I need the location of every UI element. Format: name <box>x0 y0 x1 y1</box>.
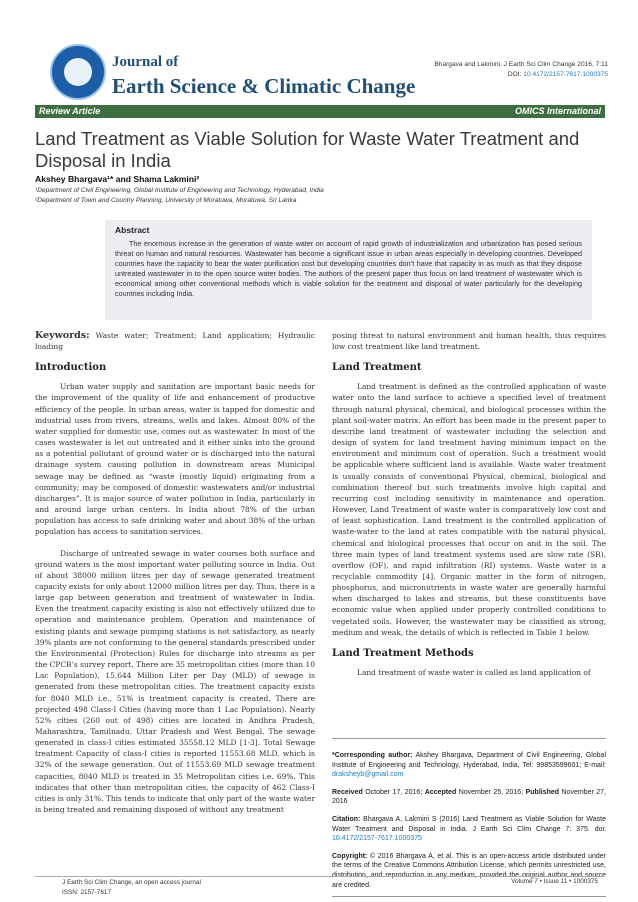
citation-label: Citation: <box>332 815 361 823</box>
abstract-text: The enormous increase in the generation of waste water on account of rapid growth of industrialization and urbanization has posed serious threat on human and natural resources. Wastewater has become a significant issue in urban areas especially in developing countries. Developed countries have the capacity to bear the water purification cost but developing countries don’t have that capacity in as much as that they dispose untreated wastewater in to the open source water bodies. The authors of the present paper thus focus on land treatment of wastewater which is economical among other conventional methods which is viable solution for the treatment and disposal of water particularly for the developing countries including India. <box>115 239 582 298</box>
received-date: October 17, 2016; <box>362 788 425 796</box>
publisher-label: OMICS International <box>514 106 601 116</box>
journal-name: Earth Science & Climatic Change <box>112 74 416 98</box>
corresponding-author <box>332 751 606 780</box>
keywords <box>35 330 315 352</box>
left-column <box>35 330 315 815</box>
land-treatment-paragraph: Land treatment is defined as the controlled application of waste water onto the land surface to achieve a specified level of treatment through natural physical, chemical, and biological processes within the plant soil-water matrix. An effort has been made in the present paper to describe land treatment of wastewater including the selection and design of system for land treatment having minimum impact on the environment and minimum cost of operation. Such a treatment would be applicable where sufficient land is available. Waste water treatment is usually consists of conventional Physical, chemical, biological and combination thereof but such treatments involve high capital and recurring cost including sensitivity in maintenance and operation. However, Land Treatment of waste water is comparatively low cost and of least sophistication. Land treatment is the controlled application of waste-water to the land at rates compatible with the natural physical, chemical and biological processes that occur on and in the soil. The three main types of land treatment systems used are slow rate (SR), overflow (OF), and rapid infiltration (RI) systems. Waste water is a recyclable commodity [4]. Organic matter in the form of nitrogen, phosphorus, and micronutrients in waste water are generally harmful when discharged to lakes and streams, but these constituents have economic value when applied under properly controlled conditions to vegetated soils. However, the wastewater may be classified as strong, medium and weak, the details of which is reflected in Table 1 below. <box>332 382 606 637</box>
article-authors: Akshey Bhargava¹* and Shama Lakmini² <box>35 174 200 184</box>
footer-divider <box>35 876 605 877</box>
copyright-text: © 2016 Bhargava A, et al. This is an open-access article distributed under the terms of the Creative Commons Attribution License, which permits unrestricted use, distribution, and reproduction in any medium, provided the original author and source are credited. <box>332 852 606 889</box>
right-column <box>332 330 606 678</box>
intro-paragraph-1: Urban water supply and sanitation are important basic needs for the improvement of the quality of life and enhancement of productive efficiency of the people. In urban areas, water is tapped for domestic and industrial uses from rivers, streams, wells and lakes. Almost 80% of the water supplied for domestic use, comes out as wastewater. In most of the cases wastewater is let out untreated and it either sinks into the ground as a potential pollutant of ground water or is discharged into the natural drainage system causing pollution in downstream areas Municipal sewage may be defined as “waste (mostly liquid) originating from a community; may be composed of domestic wastewaters and/or industrial discharges”. It is major source of water pollution in India, particularly in and around large urban centers. In India about 78% of the urban population has access to safe drinking water and about 38% of the urban population has access to sanitation services. <box>35 382 315 537</box>
citation-text: Bhargava A, Lakmini S (2016) Land Treatment as Viable Solution for Waste Water Treatment and Disposal in India. J Earth Sci Clim Change 7: 375. doi: <box>332 815 606 833</box>
correspondence-box <box>332 738 606 897</box>
copyright-label: Copyright: <box>332 852 368 860</box>
land-treatment-methods-heading: Land Treatment Methods <box>332 647 474 659</box>
methods-paragraph: Land treatment of waste water is called as land application of <box>357 667 591 677</box>
intro-paragraph-2: Discharge of untreated sewage in water courses both surface and ground waters is the most important water polluting source in India. Out of about 38000 million litres per day of sewage generated treatment capacity exists for only about 12000 million litres per day. Thus, there is a large gap between generation and treatment of wastewater in India. Even the treatment capacity existing is also not effectively utilized due to operation and maintenance problem. Operation and maintenance of existing plants and sewage pumping stations is not satisfactory, as nearly 39% plants are not conforming to the general standards prescribed under the Environmental (Protection) Rules for discharge into streams as per the CPCB’s survey report. There are 35 metropolitan cities (more than 10 Lac Population), 15,644 Million Liter per Day (MLD) of sewage is generated from these metropolitan cities. The treatment capacity exists for 8040 MLD i.e., 51% is treatment capacity is created. There are projected 498 Class-I Cities (having more than 1 Lac Population). Nearly 52% cities (260 out of 498) cities are located in Andhra Pradesh, Maharashtra, Tamilnadu, Uttar Pradesh and West Bengal. The sewage generated in class-I cities estimated 35558.12 MLD [1-3]. Total Sewage treatment Capacity of class-I cities is reported 11553.68 MLD, which is 32% of the sewage generation. Out of 11553.69 MLD sewage treatment capacities, 8040 MLD is treated in 35 Metropolitan cities i.e. 69%. This indicates that other than metropolitan cities, the capacity of 462 Class-I cities is only 31%. This tends to indicate that only part of the waste water is being treated and remaining disposed of without any treatment <box>35 548 315 815</box>
footer-journal: J Earth Sci Clim Change, an open access journal <box>62 879 201 886</box>
footer-issn: ISSN: 2157-7617 <box>62 888 112 896</box>
abstract-heading: Abstract <box>115 225 150 235</box>
continuation-paragraph: posing threat to natural environment and human health, thus requires low cost treatment like land treatment. <box>332 331 606 352</box>
corr-text: Akshey Bhargava, Department of Civil Engineering, Global Institute of Engineering and Technology, Hyderabad, India, Tel: 99853599601; E-mail: <box>332 752 606 769</box>
affiliation-1: ¹Department of Civil Engineering, Global Institute of Engineering and Technology, Hyderabad, India <box>35 187 324 194</box>
journal-logo <box>50 44 106 100</box>
affiliation-2: ²Department of Town and Country Planning, University of Moratuwa, Moratuwa, Sri Lanka <box>35 197 297 204</box>
accepted-date: November 25, 2016; <box>456 788 526 796</box>
article-type-band <box>35 105 605 118</box>
received-label: Received <box>332 788 363 796</box>
footer-volume: Volume 7 • Issue 11 • 1000375 <box>511 878 598 885</box>
citation <box>332 815 606 844</box>
published-date: November 27, 2016 <box>332 788 606 806</box>
doi-link[interactable]: 10.4172/2157-7617.1000375 <box>523 71 608 78</box>
abstract-box <box>105 220 592 320</box>
keywords-label: Keywords: <box>35 330 90 341</box>
citation-line: Bhargava and Lakmini, J Earth Sci Clim Change 2016, 7:11 <box>434 61 608 68</box>
article-type-label: Review Article <box>39 106 101 116</box>
globe-icon <box>64 58 92 86</box>
journal-of-label: Journal of <box>112 54 179 70</box>
corr-label: *Corresponding author: <box>332 752 413 759</box>
published-label: Published <box>525 788 560 796</box>
introduction-heading: Introduction <box>35 362 107 374</box>
citation-doi-link[interactable]: 10.4172/2157-7617.1000375 <box>332 835 422 843</box>
dates <box>332 788 606 807</box>
accepted-label: Accepted <box>424 788 457 796</box>
doi-label: DOI: <box>507 71 524 78</box>
footer-left <box>62 878 201 897</box>
land-treatment-heading: Land Treatment <box>332 362 422 374</box>
corr-email-link[interactable]: draksheyb@gmail.com <box>332 771 404 779</box>
article-title: Land Treatment as Viable Solution for Waste Water Treatment and Disposal in India <box>35 128 580 171</box>
header-citation <box>434 60 608 80</box>
keywords-text: Waste water; Treatment; Land application; Hydraulic loading <box>35 331 315 352</box>
